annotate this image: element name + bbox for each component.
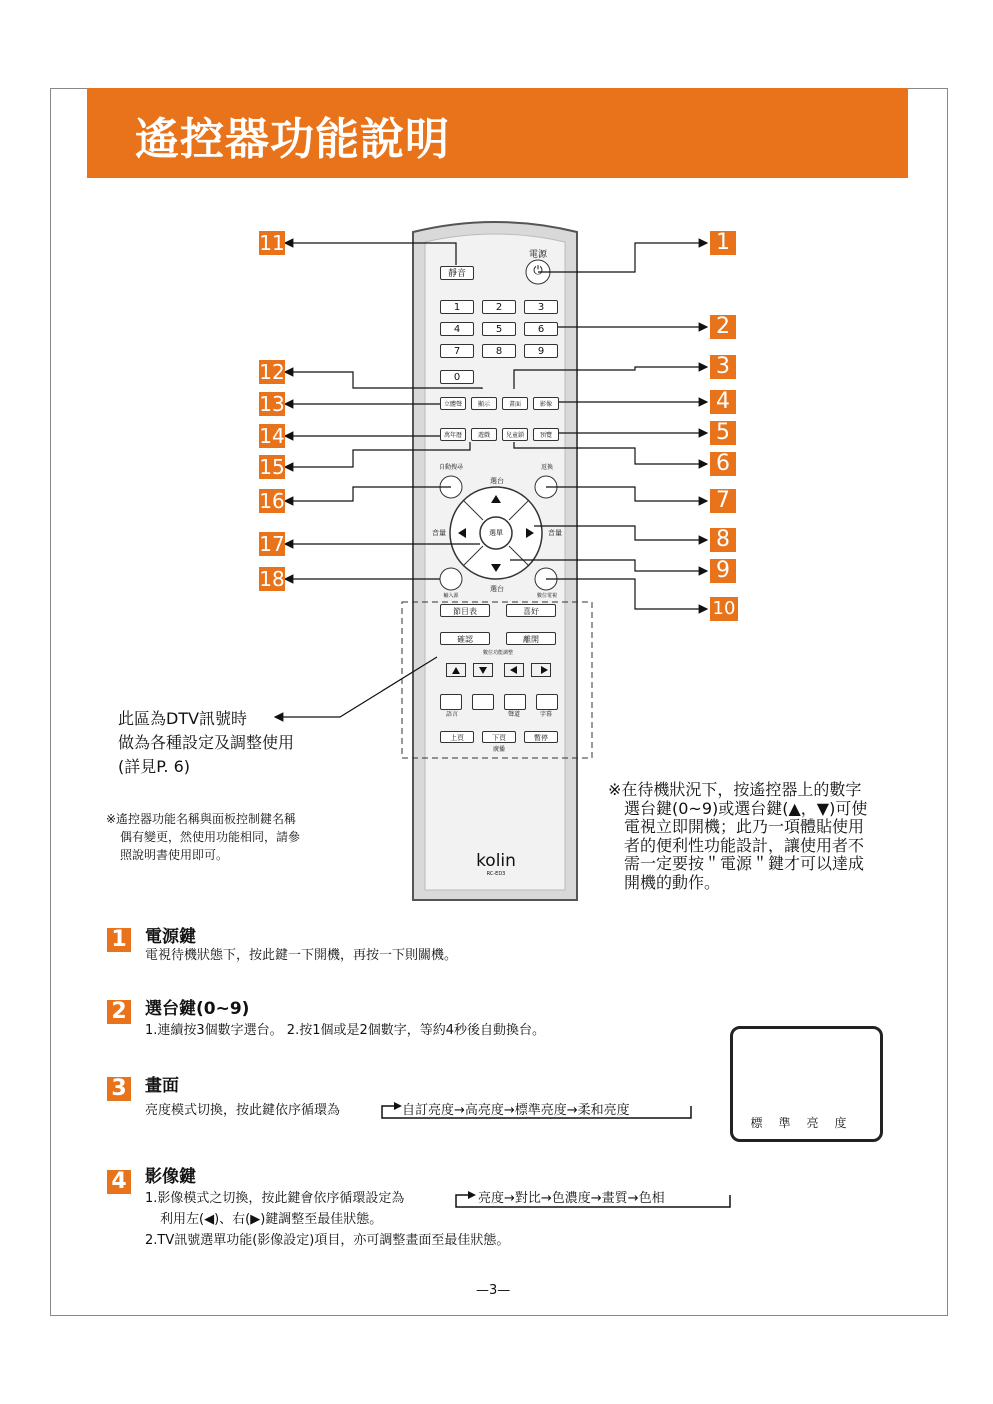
standby-note-line: 開機的動作。 — [624, 872, 721, 892]
callout-left-13: 13 — [259, 392, 285, 416]
section-3-title: 畫面 — [145, 1076, 179, 1096]
callout-left-11: 11 — [259, 231, 285, 255]
callout-right-6: 6 — [710, 452, 736, 476]
exit-button[interactable]: 離開 — [506, 632, 556, 645]
section-4-cycle: 亮度→對比→色濃度→畫質→色相 — [478, 1191, 665, 1206]
func-row1-button-3[interactable]: 影像 — [533, 397, 559, 410]
section-4-cycle-arrow — [452, 1185, 736, 1215]
tv-preview-label: 標準亮度 — [750, 1116, 863, 1130]
callout-left-16: 16 — [259, 489, 285, 513]
dtv-down-button[interactable] — [473, 663, 493, 677]
digital-tv-label: 數位電視 — [536, 593, 557, 599]
color-yellow-button[interactable] — [504, 694, 526, 710]
callout-right-7: 7 — [710, 489, 736, 513]
callout-right-9: 9 — [710, 559, 736, 583]
section-1-number: 1 — [107, 928, 131, 952]
page-title: 遙控器功能說明 — [135, 114, 450, 165]
func-row1-button-2[interactable]: 畫面 — [502, 397, 528, 410]
name-note-line: 偶有變更，然使用功能相同，請參 — [120, 830, 301, 844]
callout-right-5: 5 — [710, 421, 736, 445]
func-row2-button-1[interactable]: 遊戲 — [471, 428, 497, 441]
digit-1-button[interactable]: 1 — [440, 300, 474, 314]
standby-note-line: 者的便利性功能設計，讓使用者不 — [624, 835, 865, 855]
power-label: 電源 — [528, 250, 547, 260]
section-1-body: 電視待機狀態下，按此鍵一下開機，再按一下則關機。 — [145, 948, 458, 963]
callout-left-17: 17 — [259, 532, 285, 556]
channel-up-label: 選台 — [490, 477, 504, 485]
digit-2-button[interactable]: 2 — [482, 300, 516, 314]
callout-right-1: 1 — [710, 231, 736, 255]
section-4-body-2: 利用左(◀)、右(▶)鍵調整至最佳狀態。 — [160, 1212, 383, 1227]
standby-note-line: 需一定要按＂電源＂鍵才可以達成 — [624, 854, 865, 873]
sleep-label: 廣播 — [492, 746, 505, 753]
func-row2-button-2[interactable]: 兒童鎖 — [502, 428, 528, 441]
menu-label: 選單 — [489, 529, 503, 537]
auto-scan-label: 自動搜尋 — [438, 464, 463, 471]
subtitle-label: 字幕 — [539, 711, 552, 718]
func-row2-button-0[interactable]: 萬年曆 — [440, 428, 466, 441]
model-label: RC-ED3 — [486, 871, 506, 877]
section-3-number: 3 — [107, 1077, 131, 1101]
name-note-line: ※遙控器功能名稱與面板控制鍵名稱 — [106, 812, 297, 826]
page-down-button[interactable]: 下頁 — [482, 731, 516, 743]
section-3-body: 亮度模式切換，按此鍵依序循環為 — [145, 1103, 341, 1118]
callout-right-4: 4 — [710, 390, 736, 414]
callout-left-15: 15 — [259, 455, 285, 479]
audio-label: 聲道 — [507, 711, 520, 718]
section-2-title: 選台鍵(0~9) — [145, 999, 250, 1019]
dtv-note-line: 做為各種設定及調整使用 — [118, 733, 295, 752]
dtv-note — [118, 707, 294, 779]
standby-note — [608, 781, 867, 892]
digit-0-button[interactable]: 0 — [440, 370, 474, 384]
confirm-button[interactable]: 確認 — [440, 632, 490, 645]
name-note-line: 照說明書使用即可。 — [120, 848, 229, 862]
favorite-button[interactable]: 喜好 — [506, 604, 556, 617]
func-row1-button-1[interactable]: 顯示 — [471, 397, 497, 410]
brand-logo: kolin — [476, 851, 516, 871]
tv-preview — [730, 1026, 883, 1142]
dtv-left-button[interactable] — [504, 663, 524, 677]
callout-right-10: 10 — [710, 597, 738, 621]
standby-note-line: 電視立即開機；此乃一項體貼使用 — [624, 817, 865, 836]
section-2-body: 1.連續按3個數字選台。 2.按1個或是2個數字，等約4秒後自動換台。 — [145, 1023, 546, 1038]
digit-6-button[interactable]: 6 — [524, 322, 558, 336]
digit-5-button[interactable]: 5 — [482, 322, 516, 336]
func-row1-button-0[interactable]: 立體聲 — [440, 397, 466, 410]
dtv-up-button[interactable] — [446, 663, 466, 677]
page-up-button[interactable]: 上頁 — [440, 731, 474, 743]
section-4-body-1: 1.影像模式之切換，按此鍵會依序循環設定為 — [145, 1191, 405, 1206]
section-3-cycle: 自訂亮度→高亮度→標準亮度→柔和亮度 — [402, 1103, 630, 1118]
section-4-body-3: 2.TV訊號選單功能(影像設定)項目，亦可調整畫面至最佳狀態。 — [145, 1233, 510, 1248]
digit-3-button[interactable]: 3 — [524, 300, 558, 314]
callout-left-12: 12 — [259, 360, 285, 384]
mute-button[interactable]: 靜音 — [440, 266, 474, 280]
input-button — [440, 568, 462, 590]
digit-4-button[interactable]: 4 — [440, 322, 474, 336]
color-green-button[interactable] — [472, 694, 494, 710]
digit-7-button[interactable]: 7 — [440, 344, 474, 358]
section-2-number: 2 — [107, 1000, 131, 1024]
digit-9-button[interactable]: 9 — [524, 344, 558, 358]
section-4-title: 影像鍵 — [145, 1167, 196, 1187]
func-row2-button-3[interactable]: 預覽 — [533, 428, 559, 441]
callout-right-8: 8 — [710, 528, 736, 552]
program-list-button[interactable]: 節目表 — [440, 604, 490, 617]
section-3-cycle-arrow — [378, 1096, 698, 1126]
color-red-button[interactable] — [440, 694, 462, 710]
dtv-note-line: (詳見P. 6) — [118, 757, 190, 776]
adjust-label: 數位功能調整 — [482, 650, 513, 656]
callout-left-18: 18 — [259, 567, 285, 591]
section-1-title: 電源鍵 — [145, 927, 196, 947]
color-blue-button[interactable] — [536, 694, 558, 710]
page-number: —3— — [476, 1283, 511, 1298]
dtv-right-button[interactable] — [531, 663, 551, 677]
standby-note-line: 選台鍵(0~9)或選台鍵(▲，▼)可使 — [624, 798, 868, 818]
name-note — [106, 810, 300, 864]
pause-button[interactable]: 暫停 — [524, 731, 558, 743]
callout-left-14: 14 — [259, 424, 285, 448]
language-label: 語言 — [445, 711, 458, 718]
digit-8-button[interactable]: 8 — [482, 344, 516, 358]
callout-right-3: 3 — [710, 355, 736, 379]
power-icon: ⏻ — [533, 263, 543, 277]
channel-down-label: 選台 — [490, 585, 504, 593]
dtv-note-line: 此區為DTV訊號時 — [118, 709, 248, 728]
volume-right-label: 音量 — [548, 529, 562, 537]
input-label: 輸入源 — [443, 593, 459, 599]
volume-left-label: 音量 — [432, 529, 446, 537]
callout-right-2: 2 — [710, 315, 736, 339]
return-label: 返換 — [540, 464, 553, 471]
section-4-number: 4 — [107, 1170, 131, 1194]
standby-note-line: ※在待機狀況下，按遙控器上的數字 — [608, 780, 862, 799]
